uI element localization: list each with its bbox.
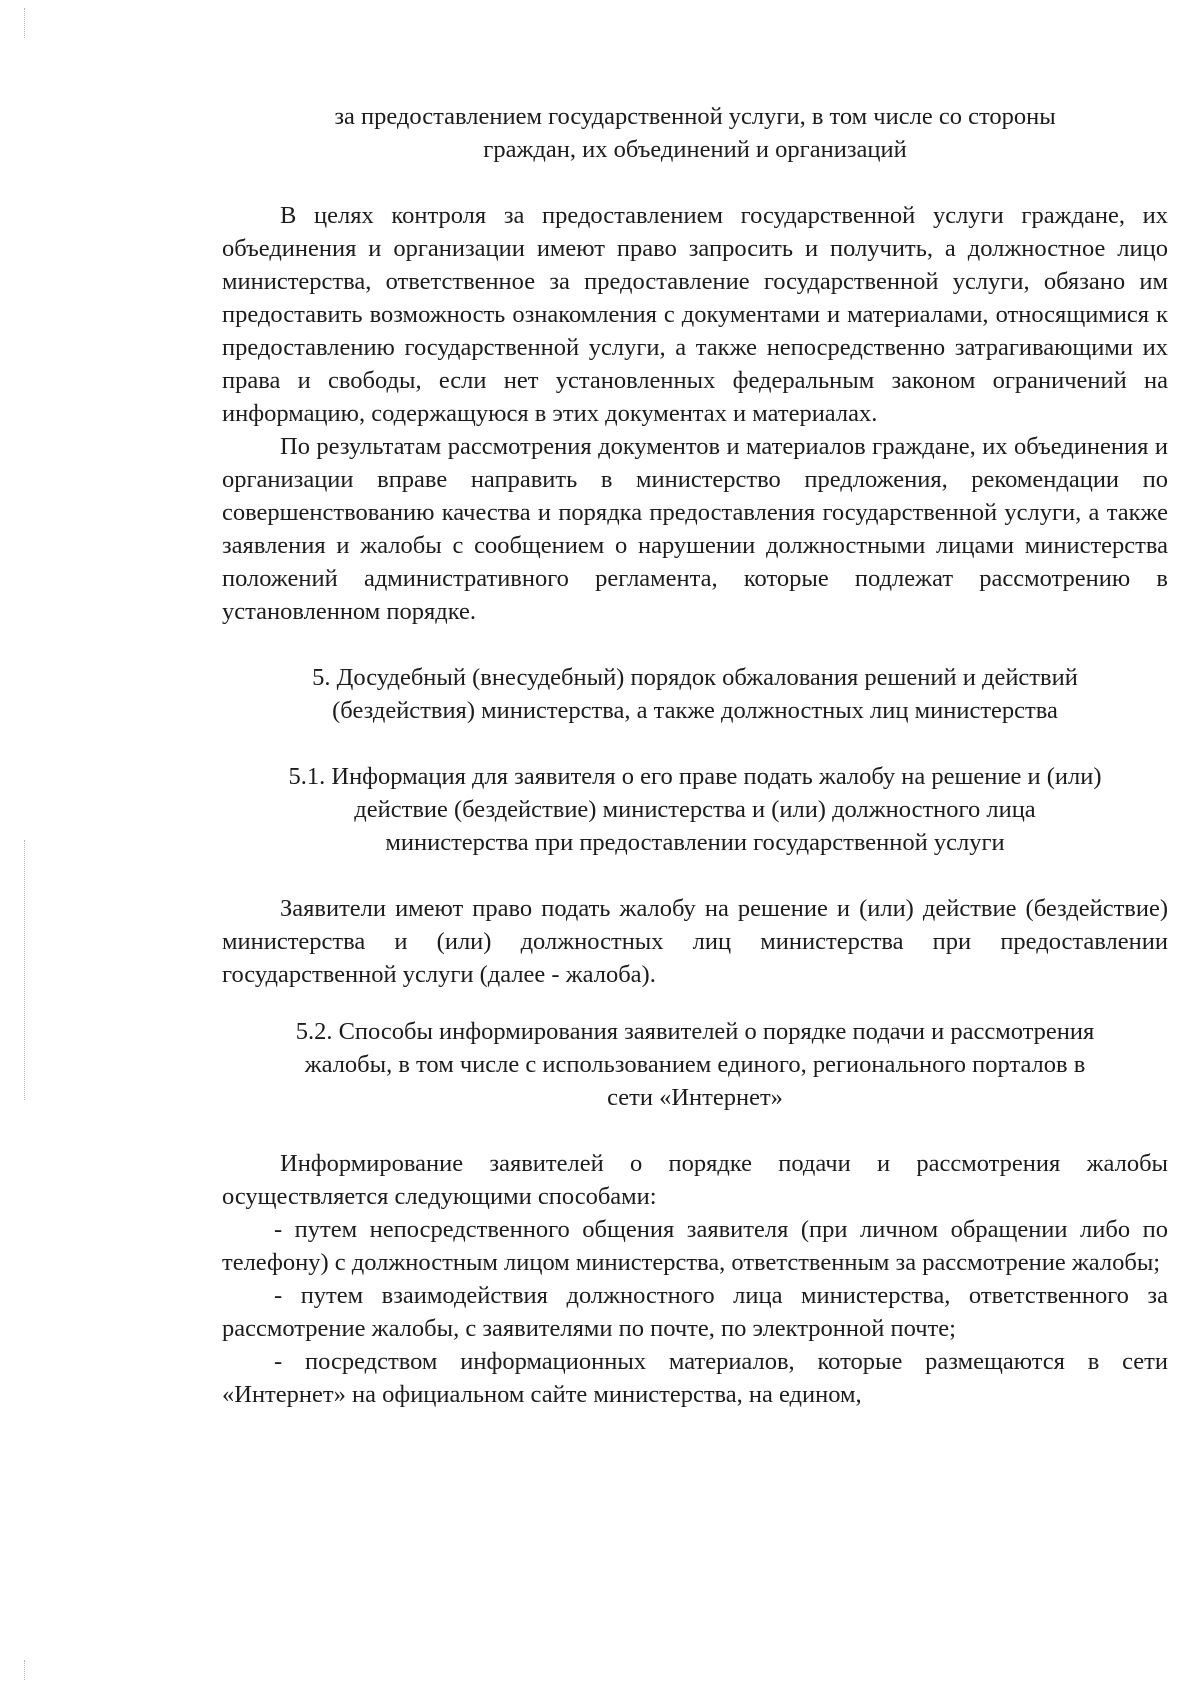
scan-edge-mark-middle: [24, 840, 26, 1100]
section-5-1-heading: [222, 760, 1168, 859]
section-5-heading: [222, 661, 1168, 727]
spacer: [222, 166, 1168, 199]
section-5-2-heading-line-1: 5.2. Способы информирования заявителей о порядке подачи и рассмотрения: [295, 1018, 1095, 1045]
heading-top-line-1: за предоставлением государственной услуги, в том числе со стороны: [334, 103, 1056, 130]
heading-top: [222, 100, 1168, 166]
spacer: [222, 1114, 1168, 1147]
section-5-1-heading-line-2: действие (бездействие) министерства и (или) должностного лица: [354, 796, 1036, 823]
paragraph-proposals: По результатам рассмотрения документов и материалов граждане, их объединения и организации вправе направить в министерство предложения, рекомендации по совершенствованию качества и порядка предоставления государственной услуги, а также заявления и жалобы с сообщением о нарушении должностными лицами министерства положений административного регламента, которые подлежат рассмотрению в установленном порядке.: [222, 433, 1168, 625]
document-page: [222, 100, 1168, 1411]
list-item: - путем взаимодействия должностного лица министерства, ответственного за рассмотрение жалобы, с заявителями по почте, по электронной почте;: [222, 1282, 1168, 1342]
heading-top-line-2: граждан, их объединений и организаций: [483, 136, 907, 163]
spacer: [222, 628, 1168, 661]
spacer: [222, 859, 1168, 892]
paragraph-complaint-right: Заявители имеют право подать жалобу на решение и (или) действие (бездействие) министерства и (или) должностных лиц министерства при предоставлении государственной услуги (далее - жалоба).: [222, 895, 1168, 988]
scan-edge-mark-top: [24, 8, 26, 38]
spacer: [222, 727, 1168, 760]
section-5-2-heading-line-2: жалобы, в том числе с использованием единого, регионального порталов в: [304, 1051, 1086, 1078]
spacer: [222, 991, 1168, 1015]
section-5-heading-line-1: 5. Досудебный (внесудебный) порядок обжалования решений и действий: [312, 664, 1078, 691]
list-item: - путем непосредственного общения заявителя (при личном обращении либо по телефону) с должностным лицом министерства, ответственным за рассмотрение жалобы;: [222, 1216, 1168, 1276]
section-5-1-heading-line-3: министерства при предоставлении государственной услуги: [385, 829, 1005, 856]
scan-edge-mark-bottom: [24, 1660, 26, 1680]
section-5-1-heading-line-1: 5.1. Информация для заявителя о его праве подать жалобу на решение и (или): [288, 763, 1102, 790]
section-5-heading-line-2: (бездействия) министерства, а также должностных лиц министерства: [332, 697, 1058, 724]
list-item: - посредством информационных материалов, которые размещаются в сети «Интернет» на официальном сайте министерства, на едином,: [222, 1348, 1168, 1408]
paragraph-informing-intro: Информирование заявителей о порядке подачи и рассмотрения жалобы осуществляется следующими способами:: [222, 1150, 1168, 1210]
section-5-2-heading: [222, 1015, 1168, 1114]
section-5-2-heading-line-3: сети «Интернет»: [607, 1084, 783, 1111]
paragraph-control-rights: В целях контроля за предоставлением государственной услуги граждане, их объединения и организации имеют право запросить и получить, а должностное лицо министерства, ответственное за предоставление государственной услуги, обязано им предоставить возможность ознакомления с документами и материалами, относящимися к предоставлению государственной услуги, а также непосредственно затрагивающими их права и свободы, если нет установленных федеральным законом ограничений на информацию, содержащуюся в этих документах и материалах.: [222, 202, 1168, 427]
